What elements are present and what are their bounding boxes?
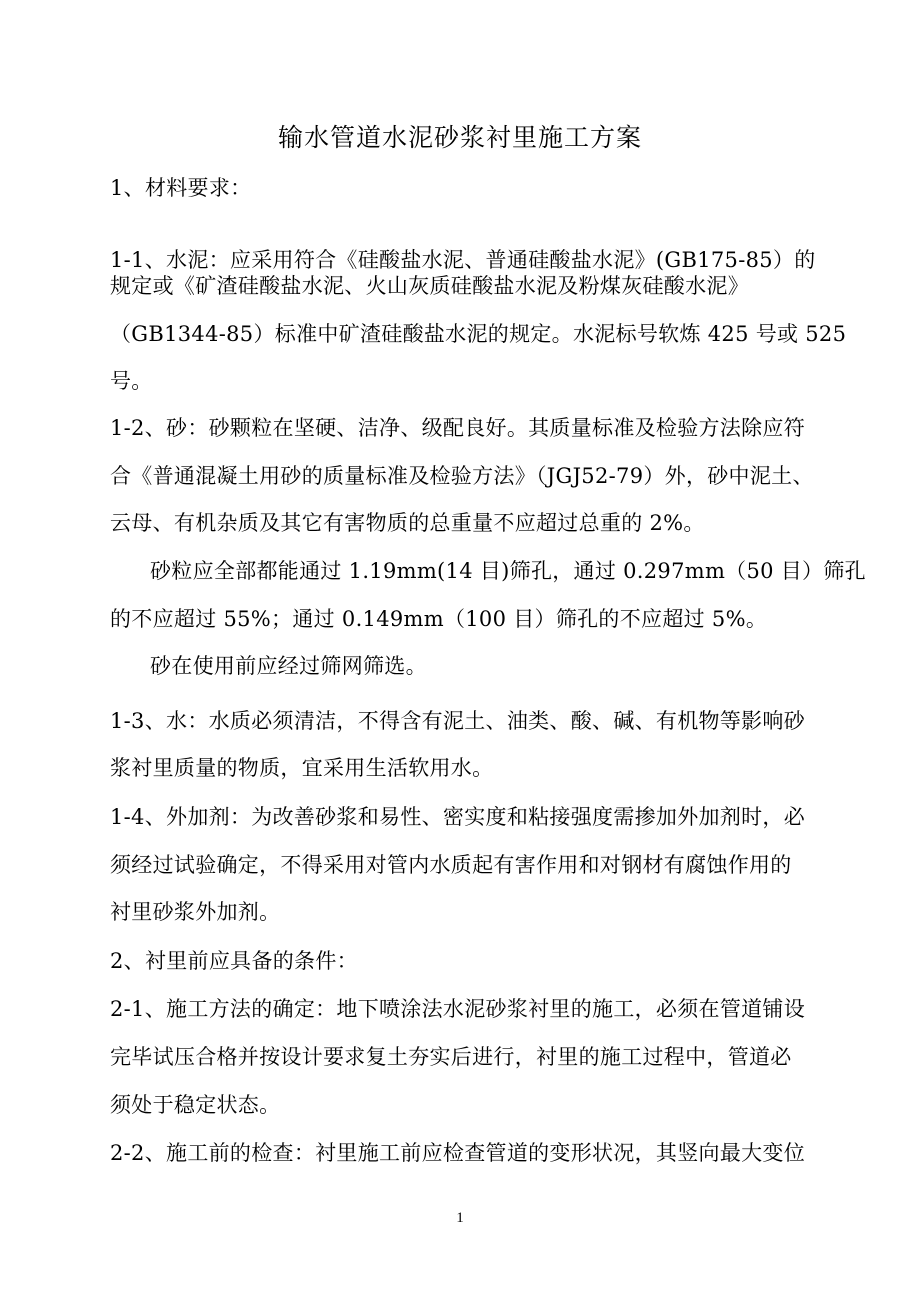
paragraph-line: （GB1344-85）标准中矿渣硅酸盐水泥的规定。水泥标号软炼 425 号或 525 — [110, 322, 847, 346]
paragraph-line: 浆衬里质量的物质，宜采用生活软用水。 — [110, 756, 494, 780]
paragraph-line: 1-3、水：水质必须清洁，不得含有泥土、油类、酸、碱、有机物等影响砂 — [110, 709, 806, 733]
paragraph-line: 规定或《矿渣硅酸盐水泥、火山灰质硅酸盐水泥及粉煤灰硅酸水泥》 — [110, 274, 749, 298]
paragraph-line: 完毕试压合格并按设计要求复土夯实后进行，衬里的施工过程中，管道必 — [110, 1045, 792, 1069]
paragraph-line: 号。 — [110, 369, 153, 393]
paragraph-line: 须处于稳定状态。 — [110, 1093, 281, 1117]
paragraph-line: 1-4、外加剂：为改善砂浆和易性、密实度和粘接强度需掺加外加剂时，必 — [110, 805, 806, 829]
paragraph-line: 衬里砂浆外加剂。 — [110, 900, 281, 924]
paragraph-line: 1-1、水泥：应采用符合《硅酸盐水泥、普通硅酸盐水泥》(GB175-85）的 — [110, 248, 816, 272]
paragraph-line: 合《普通混凝土用砂的质量标准及检验方法》（JGJ52-79）外，砂中泥土、 — [110, 464, 814, 488]
paragraph-line: 云母、有机杂质及其它有害物质的总重量不应超过总重的 2%。 — [110, 511, 705, 535]
section-heading-conditions: 2、衬里前应具备的条件： — [110, 949, 358, 973]
paragraph-line: 1-2、砂：砂颗粒在坚硬、洁净、级配良好。其质量标准及检验方法除应符 — [110, 416, 806, 440]
paragraph-line: 须经过试验确定，不得采用对管内水质起有害作用和对钢材有腐蚀作用的 — [110, 853, 792, 877]
paragraph-line: 砂在使用前应经过筛网筛选。 — [150, 654, 427, 678]
paragraph-line: 砂粒应全部都能通过 1.19mm(14 目)筛孔，通过 0.297mm（50 目）筛孔 — [150, 559, 866, 583]
paragraph-line: 的不应超过 55%；通过 0.149mm（100 目）筛孔的不应超过 5%。 — [110, 607, 768, 631]
page-number: 1 — [456, 1210, 464, 1226]
paragraph-line: 2-1、施工方法的确定：地下喷涂法水泥砂浆衬里的施工，必须在管道铺设 — [110, 997, 806, 1021]
paragraph-line: 2-2、施工前的检查：衬里施工前应检查管道的变形状况，其竖向最大变位 — [110, 1141, 806, 1165]
section-heading-materials: 1、材料要求： — [110, 176, 252, 200]
document-title: 输水管道水泥砂浆衬里施工方案 — [277, 123, 642, 152]
